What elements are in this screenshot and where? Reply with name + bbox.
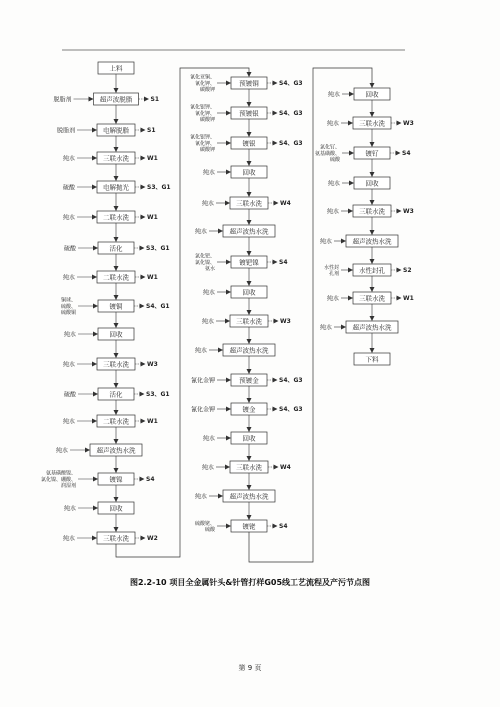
process-step-label: 三联水洗 xyxy=(103,154,129,163)
process-step-label: 二联水洗 xyxy=(103,213,129,222)
input-material-label: 纯水 xyxy=(201,464,214,472)
pollutant-output-label: S4、G1 xyxy=(146,303,170,311)
input-material-label: 纯水 xyxy=(63,505,76,513)
input-material-label: 氯化钌、 xyxy=(319,144,340,151)
process-step-label: 超声波热水洗 xyxy=(96,446,136,455)
input-material-label: 氨基磺酸镍、 xyxy=(45,470,76,477)
input-material-label: 氨水 xyxy=(204,266,215,273)
process-step-label: 回收 xyxy=(365,90,379,99)
pollutant-output-label: S2 xyxy=(403,267,412,275)
pollutant-output-label: S4、G3 xyxy=(279,377,303,385)
flow-column-2 xyxy=(190,74,303,533)
pollutant-output-label: W1 xyxy=(147,274,158,282)
process-step-label: 三联水洗 xyxy=(359,207,385,216)
input-material-label: 孔剂 xyxy=(328,271,339,278)
flow-column-1 xyxy=(41,62,171,544)
pollutant-output-label: S4 xyxy=(146,476,155,484)
pollutant-output-label: S3、G1 xyxy=(146,391,170,399)
input-material-label: 纯水 xyxy=(55,447,68,455)
process-step-label: 三联水洗 xyxy=(236,463,262,472)
pollutant-output-label: W1 xyxy=(403,295,414,303)
pollutant-output-label: W3 xyxy=(280,318,291,326)
input-material-label: 水性封 xyxy=(323,264,339,271)
process-step-label: 活化 xyxy=(109,244,123,253)
input-material-label: 氰化钾、 xyxy=(194,110,215,117)
pollutant-output-label: W1 xyxy=(147,155,158,163)
pollutant-output-label: S4 xyxy=(279,523,288,531)
input-material-label: 硫酸 xyxy=(329,157,340,164)
input-material-label: 润湿剂 xyxy=(60,483,76,490)
pollutant-output-label: W2 xyxy=(147,535,158,543)
input-material-label: 氰化银钾、 xyxy=(189,134,215,141)
input-material-label: 纯水 xyxy=(326,208,339,216)
input-material-label: 纯水 xyxy=(319,238,332,246)
process-step-label: 镀铜 xyxy=(109,302,123,311)
pollutant-output-label: S4、G3 xyxy=(279,406,303,414)
input-material-label: 硫酸 xyxy=(63,245,76,253)
process-step-label: 回收 xyxy=(365,179,379,188)
pollutant-output-label: S4 xyxy=(279,259,288,267)
process-step-label: 电解脱脂 xyxy=(103,126,129,135)
process-step-label: 镀钌 xyxy=(365,149,379,158)
process-steps xyxy=(41,62,414,544)
process-step-label: 超声波脱脂 xyxy=(99,95,133,104)
process-step-label: 三联水洗 xyxy=(103,360,129,369)
page-number: 第 9 页 xyxy=(238,664,262,672)
input-material-label: 氨基磺酸、 xyxy=(314,150,340,157)
process-step-label: 超声波热水洗 xyxy=(352,323,392,332)
input-material-label: 碳酸钾 xyxy=(199,87,215,94)
input-material-label: 铜球、 xyxy=(60,297,76,304)
input-material-label: 碳酸钾 xyxy=(199,147,215,154)
pollutant-output-label: S4、G3 xyxy=(279,140,303,148)
pollutant-output-label: S4、G3 xyxy=(279,110,303,118)
input-material-label: 硫酸铜 xyxy=(60,310,76,317)
input-material-label: 纯水 xyxy=(62,535,75,543)
input-material-label: 硫酸 xyxy=(62,184,75,192)
process-step-label: 镀金 xyxy=(242,405,256,414)
process-step-label: 水性封孔 xyxy=(359,266,385,275)
input-material-label: 氯化镍、 xyxy=(194,259,215,266)
process-step-label: 预镀铜 xyxy=(239,79,259,88)
flow-column-3 xyxy=(315,88,414,365)
pollutant-output-label: S4 xyxy=(402,150,411,158)
process-step-label: 镀银 xyxy=(242,139,256,148)
input-material-label: 硫酸、 xyxy=(60,303,76,310)
input-material-label: 纯水 xyxy=(194,347,207,355)
process-step-label: 镀钯镍 xyxy=(239,258,259,267)
input-material-label: 纯水 xyxy=(62,274,75,282)
process-step-label: 镀镍 xyxy=(109,475,123,484)
input-material-label: 氰化金钾 xyxy=(190,377,215,385)
input-material-label: 纯水 xyxy=(319,324,332,332)
input-material-label: 纯水 xyxy=(62,155,75,163)
pollutant-output-label: W3 xyxy=(147,361,158,369)
input-material-label: 纯水 xyxy=(201,318,214,326)
process-step-label: 回收 xyxy=(242,168,256,177)
pollutant-output-label: S3、G1 xyxy=(147,184,171,192)
input-material-label: 纯水 xyxy=(62,214,75,222)
input-material-label: 纯水 xyxy=(326,295,339,303)
input-material-label: 纯水 xyxy=(62,418,75,426)
process-step-label: 预镀金 xyxy=(239,376,259,385)
input-material-label: 纯水 xyxy=(194,493,207,501)
input-material-label: 氰化钾、 xyxy=(194,80,215,87)
process-step-label: 三联水洗 xyxy=(236,317,262,326)
pollutant-output-label: W3 xyxy=(403,120,414,128)
input-material-label: 氯化钯、 xyxy=(194,253,215,260)
input-material-label: 纯水 xyxy=(63,331,76,339)
process-step-label: 电解抛光 xyxy=(103,183,129,192)
process-step-label: 三联水洗 xyxy=(103,534,129,543)
input-material-label: 纯水 xyxy=(202,289,215,297)
input-material-label: 纯水 xyxy=(202,169,215,177)
process-step-label: 活化 xyxy=(109,390,123,399)
process-step-label: 三联水洗 xyxy=(236,199,262,208)
input-material-label: 脱脂剂 xyxy=(56,127,75,135)
input-material-label: 氰化金钾 xyxy=(190,406,215,414)
input-material-label: 氯化镍、硼酸、 xyxy=(40,476,76,483)
pollutant-output-label: S1 xyxy=(147,127,156,135)
input-material-label: 纯水 xyxy=(202,435,215,443)
process-step-label: 超声波热水洗 xyxy=(229,492,269,501)
pollutant-output-label: S3、G1 xyxy=(146,245,170,253)
process-step-label: 上料 xyxy=(109,64,123,73)
pollutant-output-label: S4、G3 xyxy=(279,80,303,88)
input-material-label: 纯水 xyxy=(327,180,340,188)
input-material-label: 硫酸铑、 xyxy=(194,520,215,527)
process-step-label: 回收 xyxy=(242,288,256,297)
pollutant-output-label: W4 xyxy=(280,464,291,472)
process-step-label: 回收 xyxy=(109,330,123,339)
process-step-label: 二联水洗 xyxy=(103,417,129,426)
process-step-label: 下料 xyxy=(365,355,379,364)
process-step-label: 回收 xyxy=(242,434,256,443)
pollutant-output-label: W4 xyxy=(280,200,291,208)
process-step-label: 超声波热水洗 xyxy=(229,227,269,236)
process-step-label: 镀铑 xyxy=(242,522,256,531)
figure-caption: 图2.2-10 项目全金属针头&针管打样G05线工艺流程及产污节点图 xyxy=(129,578,371,587)
process-step-label: 三联水洗 xyxy=(359,119,385,128)
input-material-label: 脱脂剂 xyxy=(53,96,72,104)
pollutant-output-label: S1 xyxy=(150,96,159,104)
pollutant-output-label: W1 xyxy=(147,214,158,222)
process-step-label: 预镀银 xyxy=(239,109,259,118)
input-material-label: 纯水 xyxy=(62,361,75,369)
input-material-label: 纯水 xyxy=(327,91,340,99)
pollutant-output-label: W3 xyxy=(403,208,414,216)
input-material-label: 碳酸钾 xyxy=(199,117,215,124)
process-step-label: 二联水洗 xyxy=(103,273,129,282)
input-material-label: 氰化亚铜、 xyxy=(189,74,215,81)
process-step-label: 超声波热水洗 xyxy=(229,346,269,355)
process-step-label: 回收 xyxy=(109,504,123,513)
input-material-label: 纯水 xyxy=(326,120,339,128)
input-material-label: 氰化银钾、 xyxy=(189,104,215,111)
input-material-label: 氰化钾、 xyxy=(194,140,215,147)
input-material-label: 硫酸 xyxy=(204,527,215,534)
process-step-label: 三联水洗 xyxy=(359,294,385,303)
column-connector-line xyxy=(116,68,249,557)
input-material-label: 硫酸 xyxy=(63,391,76,399)
pollutant-output-label: W1 xyxy=(147,418,158,426)
input-material-label: 纯水 xyxy=(201,200,214,208)
input-material-label: 纯水 xyxy=(194,228,207,236)
process-step-label: 超声波热水洗 xyxy=(352,237,392,246)
